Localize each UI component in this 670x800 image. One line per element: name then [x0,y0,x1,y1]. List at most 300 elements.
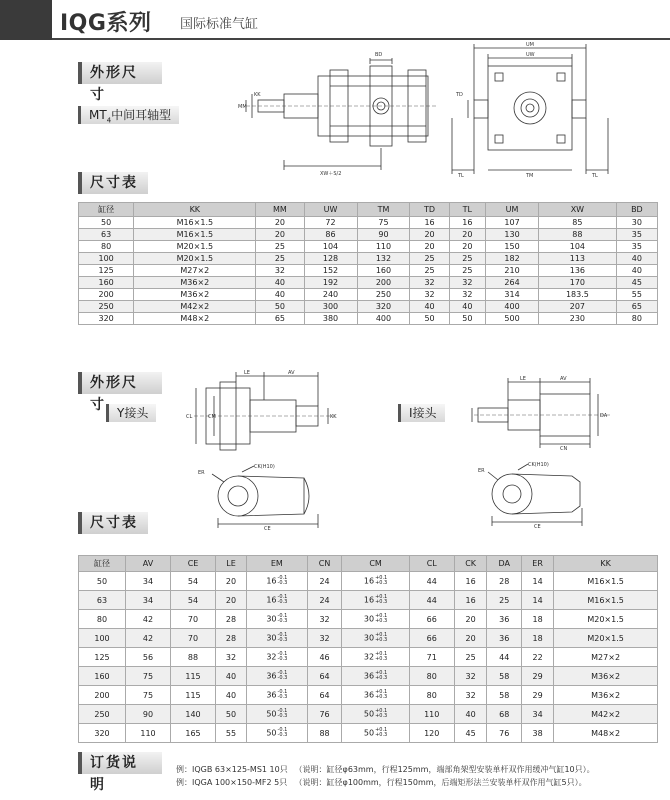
table1-cell: 25 [410,253,449,265]
table2-cell-value: 22 [532,652,543,662]
table1-cell: 40 [256,277,304,289]
table1-cell: 35 [616,229,657,241]
table2-cell [454,572,487,591]
table2-cell [307,724,342,743]
i-av-dim-label: AV [560,376,567,382]
table2-cell [522,705,554,724]
y-cl-dim-label: CL [186,414,193,420]
table1-cell: 132 [357,253,410,265]
table2-cell-value: M36×2 [591,690,621,700]
section-heading-dimensions-joints: 外形尺寸 [78,372,162,394]
cm-tolerance [375,576,387,586]
table2-cell-value: M16×1.5 [587,576,624,586]
table2-cell-value: 16 [363,576,375,586]
table1-cell: 40 [616,253,657,265]
table1-cell: 250 [79,301,134,313]
table1-cell: 40 [410,301,449,313]
table1-cell: 20 [256,229,304,241]
table2-cell-value: 32 [363,652,375,662]
em-tolerance [278,709,288,719]
table1-cell: M20×1.5 [134,241,256,253]
table1-cell: 150 [486,241,539,253]
tolerance-upper: -0.1 [277,613,288,619]
table2-cell-value: 29 [532,671,543,681]
y-av-dim-label: AV [288,370,295,376]
order-example-1-note: （说明：缸径φ63mm，行程125mm，端部角架型安装单杆双作用缓冲气缸10只）。 [294,765,595,774]
table1-cell: 16 [410,217,449,229]
table1-cell: 20 [410,241,449,253]
table2-cell-value: 58 [499,690,510,700]
i-da-dim-label: DA [600,413,608,419]
table1-header-cell: UM [486,203,539,217]
table2-cell-value: 36 [266,671,277,681]
table2-cell-value: 50 [96,576,108,586]
mm-dim-label: MM [238,104,247,110]
tolerance-upper: -0.1 [277,727,288,733]
table2-cell-value: 66 [426,633,437,643]
table2-cell-value: 34 [142,576,154,586]
table2-cell [487,724,522,743]
table2-cell-value: M27×2 [591,652,621,662]
order-example-1-code: 例：IQGB 63×125-MS1 10只 [176,765,288,774]
table1-cell: 75 [357,217,410,229]
table2-cell-value: M48×2 [591,728,621,738]
table2-cell-value: 30 [363,614,375,624]
table2-cell-value: 36 [499,633,510,643]
table2-cell-value: 40 [465,709,476,719]
table2-cell [216,591,247,610]
table2-cell-value: 14 [532,595,543,605]
order-example-1 [176,764,595,775]
table2-cell-value: 25 [499,595,510,605]
table2-cell [171,648,216,667]
um-dim-label: UM [526,42,534,48]
tolerance-upper: +0.1 [375,613,388,619]
table1-cell: 88 [539,229,617,241]
table2-cell [522,591,554,610]
table2-cell-value: 55 [225,728,237,738]
table1-cell: 25 [410,265,449,277]
table2-cell-value: 32 [319,614,330,624]
table2-cell-value: 46 [319,652,330,662]
table2-header-cell: CM [342,556,409,572]
table2-cell-value: 40 [225,690,237,700]
y-er-dim-label: ER [198,470,205,476]
table-row [79,313,658,325]
table2-cell [554,686,658,705]
table1-cell: 113 [539,253,617,265]
table2-cell-value: 32 [465,690,476,700]
table2-cell [171,629,216,648]
table2-cell-value: 80 [426,671,437,681]
table2-cell [126,648,171,667]
table2-cell [409,724,454,743]
table2-cell-value: 44 [499,652,510,662]
table2-cell [171,572,216,591]
table2-cell [307,629,342,648]
table1-cell: 136 [539,265,617,277]
table2-cell-value: 30 [266,633,277,643]
table2-cell-value: 71 [426,652,437,662]
table2-header-cell: CE [171,556,216,572]
table1-cell: 152 [304,265,357,277]
table2-cell [342,686,409,705]
tolerance-upper: -0.1 [277,575,288,581]
tolerance-lower: +0.3 [375,618,388,624]
table1-cell: M36×2 [134,277,256,289]
tolerance-lower: -0.3 [277,675,288,681]
table2-cell [522,667,554,686]
table2-cell [79,648,126,667]
table2-cell [409,667,454,686]
table2-cell [554,724,658,743]
table2-cell [216,629,247,648]
table2-cell [171,686,216,705]
table2-cell [487,591,522,610]
table2-cell [454,629,487,648]
table2-cell [522,686,554,705]
table-row [79,289,658,301]
y-joint-drawing [184,368,354,458]
kk-dim-label: KK [254,92,261,98]
table2-cell [307,572,342,591]
tolerance-lower: +0.3 [375,580,388,586]
table-row [79,629,658,648]
table2-cell-value: 200 [94,690,110,700]
table2-cell [79,724,126,743]
i-joint-drawing [470,372,630,452]
table2-cell-value: 24 [319,595,330,605]
cm-tolerance [375,671,387,681]
cm-tolerance [375,595,387,605]
tolerance-lower: -0.3 [277,618,288,624]
table2-cell [487,667,522,686]
em-tolerance [278,595,288,605]
table1-header-cell: UW [304,203,357,217]
table2-cell [342,610,409,629]
table2-cell [246,591,307,610]
table2-cell-value: 32 [266,652,277,662]
table1-cell: 160 [79,277,134,289]
i-le-dim-label: LE [520,376,526,382]
tolerance-lower: -0.3 [277,732,288,738]
tolerance-upper: -0.1 [277,594,288,600]
table1-cell: 200 [357,277,410,289]
table2-cell [454,667,487,686]
y-joint-label: Y接头 [106,404,156,422]
table2-cell [246,686,307,705]
y-kk-dim-label: KK [330,414,337,420]
table2-cell-value: 16 [465,576,476,586]
order-example-2-note: （说明：缸径φ100mm，行程150mm，后端矩形法兰安装单杆双作用气缸5只）。 [294,778,587,787]
table1-cell: 80 [79,241,134,253]
table1-cell: 128 [304,253,357,265]
table2-cell-value: 54 [187,595,199,605]
table2-cell [79,591,126,610]
table2-cell-value: 68 [499,709,510,719]
table1-header-cell: MM [256,203,304,217]
table2-cell-value: M42×2 [591,709,621,719]
table2-cell [342,629,409,648]
table1-cell: 182 [486,253,539,265]
em-tolerance [278,652,288,662]
cm-tolerance [375,728,387,738]
table2-cell-value: 160 [94,671,110,681]
table2-header-cell: LE [216,556,247,572]
table2-cell [307,686,342,705]
table2-cell [246,667,307,686]
y-le-dim-label: LE [244,370,250,376]
table2-cell [522,629,554,648]
page-subtitle: 国际标准气缸 [180,17,259,32]
table1-cell: 65 [616,301,657,313]
table2-cell [342,724,409,743]
table1-cell: 65 [256,313,304,325]
table2-cell-value: 20 [225,576,237,586]
table1-cell: M48×2 [134,313,256,325]
table2-cell [216,705,247,724]
table2-cell-value: 32 [465,671,476,681]
table1-cell: M16×1.5 [134,217,256,229]
table2-cell [342,572,409,591]
table2-cell-value: 34 [142,595,154,605]
table1-cell: 20 [449,229,485,241]
cm-tolerance [375,709,387,719]
table2-cell [409,648,454,667]
table-row [79,229,658,241]
tolerance-lower: -0.3 [277,713,288,719]
table2-cell [79,667,126,686]
table1-cell: 207 [539,301,617,313]
table2-header-cell: ER [522,556,554,572]
i-cn-dim-label: CN [560,446,568,452]
table2-cell [522,610,554,629]
tolerance-lower: +0.3 [375,675,388,681]
uw-dim-label: UW [526,52,535,58]
table2-cell-value: 32 [319,633,330,643]
table2-cell-value: 18 [532,614,543,624]
table-row [79,301,658,313]
table2-cell [454,648,487,667]
table2-cell-value: 50 [266,728,277,738]
tolerance-upper: +0.1 [375,708,388,714]
table2-cell [79,610,126,629]
table-row [79,265,658,277]
table-row [79,591,658,610]
em-tolerance [278,690,288,700]
table2-cell [487,648,522,667]
table2-cell-value: 45 [465,728,476,738]
table2-cell-value: 90 [142,709,154,719]
table2-cell [487,705,522,724]
table1-cell: 25 [449,253,485,265]
table2-cell-value: 36 [499,614,510,624]
table2-cell [79,686,126,705]
table2-cell-value: 14 [532,576,543,586]
table2-cell-value: 44 [426,595,437,605]
table1-cell: 104 [304,241,357,253]
table1-cell: 104 [539,241,617,253]
table2-cell-value: 165 [185,728,201,738]
table2-cell-value: 25 [465,652,476,662]
table2-cell [216,667,247,686]
table1-cell: 25 [449,265,485,277]
table1-cell: 250 [357,289,410,301]
table1-cell: 170 [539,277,617,289]
table2-cell-value: 54 [187,576,199,586]
table2-cell [554,648,658,667]
joint-size-table [78,555,658,743]
table1-cell: 16 [449,217,485,229]
table2-cell [307,648,342,667]
table-row [79,667,658,686]
table2-cell [307,705,342,724]
table2-header-cell: CL [409,556,454,572]
tolerance-upper: +0.1 [375,632,388,638]
tolerance-lower: -0.3 [277,580,288,586]
table1-header-cell: KK [134,203,256,217]
tolerance-lower: +0.3 [375,732,388,738]
table2-cell-value: 56 [142,652,154,662]
tolerance-upper: -0.1 [277,632,288,638]
table2-cell [246,724,307,743]
table2-cell-value: 40 [225,671,237,681]
table2-cell [171,591,216,610]
cm-tolerance [375,690,387,700]
table2-cell-value: 42 [142,614,154,624]
table1-cell: 50 [256,301,304,313]
table2-cell [171,724,216,743]
table2-cell-value: 64 [319,690,330,700]
table1-cell: 230 [539,313,617,325]
tolerance-upper: +0.1 [375,727,388,733]
page-title: IQG系列 [60,11,152,36]
table2-cell-value: 16 [363,595,375,605]
table2-cell-value: 120 [424,728,440,738]
table2-cell-value: 110 [140,728,156,738]
tolerance-upper: -0.1 [277,689,288,695]
td-dim-label: TD [456,92,463,98]
table1-cell: 40 [449,301,485,313]
table1-cell: 100 [79,253,134,265]
table1-cell: 80 [616,313,657,325]
table1-cell: M27×2 [134,265,256,277]
table2-cell [454,705,487,724]
table1-cell: 320 [79,313,134,325]
table2-cell [216,610,247,629]
table2-header-cell: AV [126,556,171,572]
table2-cell-value: 29 [532,690,543,700]
table1-cell: 40 [616,265,657,277]
table1-cell: 55 [616,289,657,301]
table2-cell [246,610,307,629]
table2-cell-value: 42 [142,633,154,643]
table1-header-cell: TD [410,203,449,217]
tolerance-upper: +0.1 [375,670,388,676]
table2-cell [554,610,658,629]
table1-cell: 25 [256,241,304,253]
table2-cell [246,705,307,724]
table2-cell [79,705,126,724]
table1-cell: M36×2 [134,289,256,301]
table2-cell-value: 28 [499,576,510,586]
table2-cell [409,572,454,591]
tm-dim-label: TM [526,173,534,179]
table2-cell-value: 63 [96,595,108,605]
table2-cell-value: 36 [363,690,375,700]
table1-cell: 192 [304,277,357,289]
table2-cell-value: 30 [266,614,277,624]
table2-cell [126,686,171,705]
table1-cell: 30 [616,217,657,229]
section-heading-dimensions: 外形尺寸 [78,62,162,84]
table2-cell-value: 75 [142,671,154,681]
mt4-front-view-drawing [448,40,618,180]
table2-cell-value: 70 [187,614,199,624]
mt4-size-table [78,202,658,325]
table2-cell-value: 50 [363,709,375,719]
table-row [79,277,658,289]
table1-cell: 35 [616,241,657,253]
table-row [79,724,658,743]
table-row [79,253,658,265]
table2-cell-value: 18 [532,633,543,643]
table2-cell-value: M36×2 [591,671,621,681]
table2-cell [342,705,409,724]
tolerance-lower: +0.3 [375,637,388,643]
tolerance-lower: +0.3 [375,713,388,719]
table1-header-cell: XW [539,203,617,217]
table2-cell [307,591,342,610]
table2-cell [342,648,409,667]
table2-cell-value: 250 [94,709,110,719]
table2-cell-value: 28 [225,614,237,624]
table2-cell [307,610,342,629]
cm-tolerance [375,652,387,662]
table1-cell: 32 [410,289,449,301]
table1-cell: 240 [304,289,357,301]
table1-cell: 20 [449,241,485,253]
table2-cell [216,648,247,667]
table2-cell [454,610,487,629]
table1-cell: 32 [449,277,485,289]
xw-dim-label: XW＋S/2 [320,171,342,177]
bd-dim-label: BD [375,52,383,58]
table2-cell-value: 16 [266,576,277,586]
mt4-side-view-drawing [236,48,446,178]
table2-cell-value: 28 [225,633,237,643]
table2-header-cell: KK [554,556,658,572]
y-ce-dim-label: CE [264,526,271,532]
tolerance-lower: +0.3 [375,599,388,605]
table1-cell: 125 [79,265,134,277]
em-tolerance [278,728,288,738]
em-tolerance [278,614,288,624]
table-row [79,610,658,629]
order-example-2 [176,777,587,788]
table1-cell: 72 [304,217,357,229]
tl-left-dim-label: TL [458,173,464,179]
tolerance-upper: +0.1 [375,689,388,695]
table2-cell-value: 70 [187,633,199,643]
mt4-type-label: $MT_4$中间耳轴型 [78,106,179,124]
table2-cell-value: 100 [94,633,110,643]
table2-header-cell: 缸径 [79,556,126,572]
table2-cell [126,610,171,629]
table2-cell-value: 50 [225,709,237,719]
table2-cell [454,591,487,610]
table2-cell-value: 76 [319,709,330,719]
